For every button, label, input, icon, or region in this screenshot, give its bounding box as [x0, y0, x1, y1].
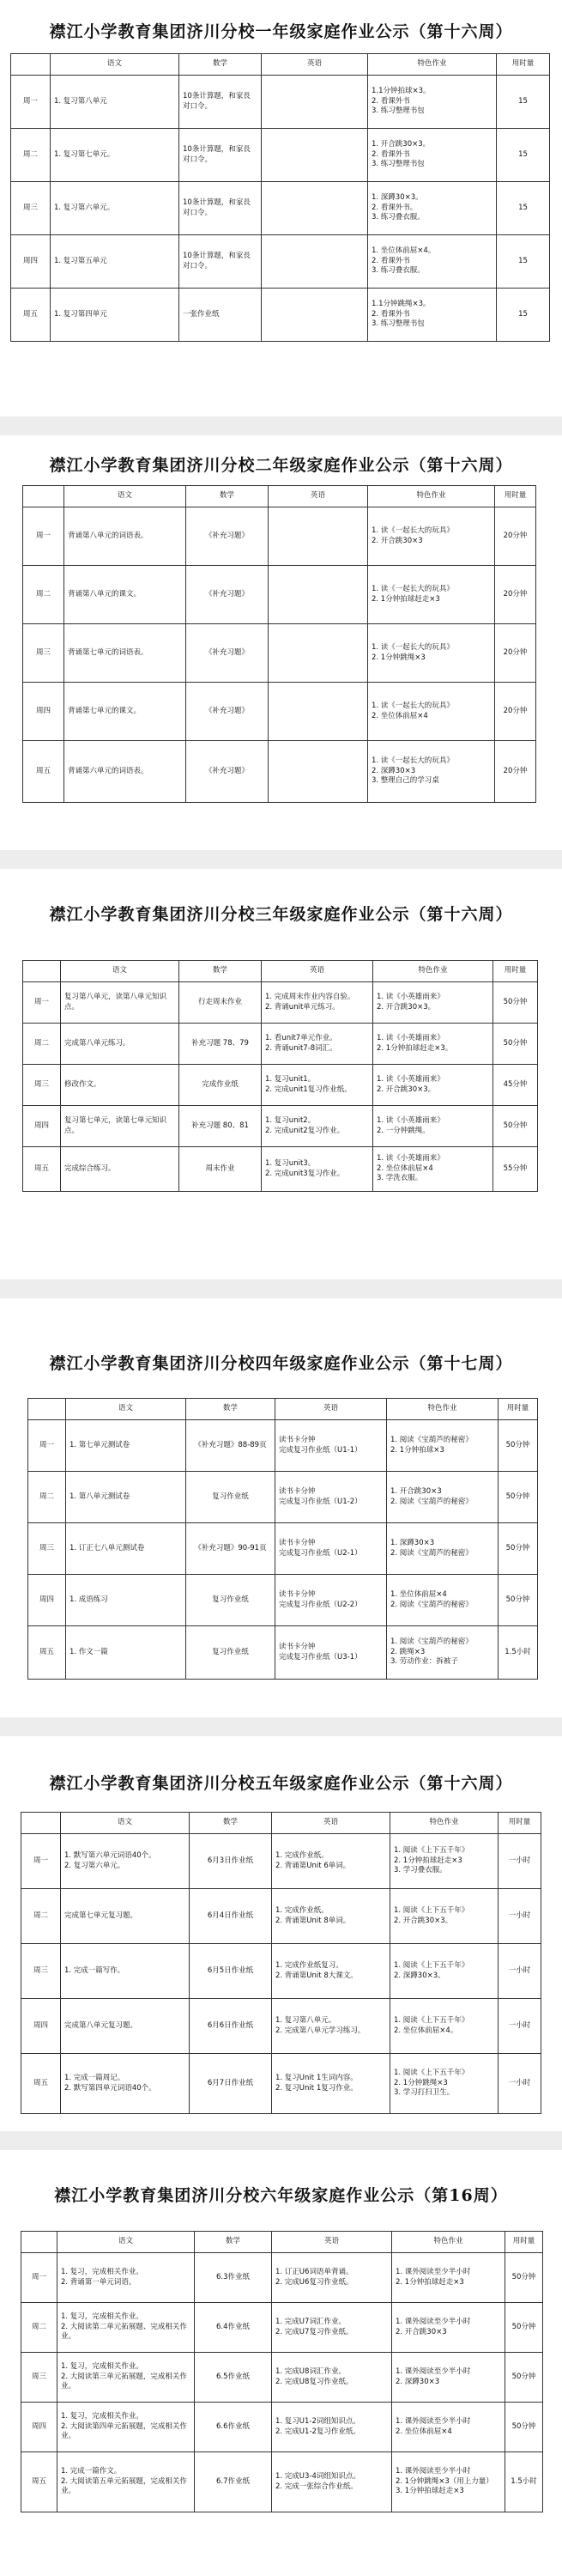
page-title: 襟江小学教育集团济川分校四年级家庭作业公示（第十七周）: [49, 1354, 513, 1373]
chinese-cell: 1. 完成一篇作文。 2. 大阅读第五单元拓展题，完成相关作业。: [61, 2467, 187, 2496]
chinese-cell: 修改作文。: [64, 1079, 101, 1089]
header-cell-english: 英语: [262, 54, 368, 76]
header-cell-math: 数学: [179, 961, 262, 982]
page-title: 襟江小学教育集团济川分校一年级家庭作业公示（第十六周）: [49, 22, 513, 41]
english-cell: 1. 看unit7单元作业。 2. 背诵unit7-8词汇。: [265, 1034, 337, 1053]
table-row: [23, 982, 538, 1024]
header-cell-time: 用时量: [505, 2232, 543, 2253]
header-cell-day: [11, 54, 51, 76]
special-cell: 1.1分钟跳绳×3。 2. 看课外书 3. 练习整理书包: [372, 300, 431, 329]
math-cell: 一张作业纸: [183, 309, 220, 319]
english-cell: 1. 完成作业纸复习。 2. 背诵第Unit 8大课文。: [275, 1961, 358, 1980]
table-row: [23, 1106, 538, 1147]
table-header-row: [21, 1813, 541, 1834]
special-cell: 1. 阅读《上下五千年》 2. 深蹲30×3。: [394, 1961, 469, 1980]
chinese-cell: 1. 完成一篇周记。 2. 默写第四单元词语40个。: [64, 2074, 156, 2093]
special-cell: 1. 课外阅读至少半小时 2. 开合跳30×3: [396, 2318, 471, 2336]
time-cell: 15: [518, 96, 528, 106]
english-cell: 1. 复习unit2。 2. 完成unit2复习作业。: [265, 1116, 345, 1135]
english-cell: 1. 复习Unit 1生词内容。 2. 复习Unit 1复习作业。: [275, 2074, 358, 2093]
time-cell: 20分钟: [503, 647, 528, 657]
time-cell: 50分钟: [503, 1121, 528, 1130]
header-cell-chinese: 语文: [64, 486, 186, 507]
header-cell-math: 数学: [186, 1399, 275, 1420]
homework-table-grade-4: [27, 1398, 538, 1680]
math-cell: 完成作业纸: [202, 1079, 239, 1089]
time-cell: 50分钟: [511, 2421, 536, 2431]
table-row: [11, 129, 550, 182]
header-cell-special: 特色作业: [392, 2232, 505, 2253]
special-cell: 1. 阅读《上下五千年》 2. 坐位体前屈×4。: [394, 2016, 469, 2035]
day-cell: 周四: [21, 1999, 61, 2054]
day-cell: 周一: [21, 1834, 61, 1889]
header-cell-special: 特色作业: [368, 54, 497, 76]
english-cell: 1. 订正U6词语单背诵。 2. 完成U6复习作业纸。: [275, 2268, 354, 2287]
time-cell: 1.5小时: [511, 2476, 537, 2486]
time-cell: 1.5小时: [505, 1647, 531, 1656]
table-row: [21, 2303, 543, 2353]
day-cell: 周五: [23, 1147, 61, 1192]
special-cell: 1. 读《一起长大的玩具》 2. 开合跳30×3: [372, 526, 454, 545]
chinese-cell: 1. 作文一篇: [69, 1647, 108, 1656]
math-cell: 6.3作业纸: [215, 2272, 251, 2281]
homework-table-grade-5: [21, 1812, 541, 2114]
day-cell: 周三: [11, 182, 51, 235]
table-row: [11, 289, 550, 342]
table-row: [28, 1472, 538, 1523]
homework-table-grade-2: [22, 485, 536, 803]
math-cell: 《补充习题》: [204, 766, 249, 775]
math-cell: 10条计算题，和家長对口令。: [183, 145, 251, 164]
chinese-cell: 背诵第七单元的词语表。: [68, 647, 148, 657]
time-cell: 15: [518, 256, 528, 265]
math-cell: 补充习题 80、81: [191, 1121, 249, 1130]
time-cell: 15: [518, 309, 528, 319]
chinese-cell: 1. 复习，完成相关作业。 2. 大阅读第二单元拓展题、完成相关作业。: [61, 2312, 187, 2342]
special-cell: 1. 读《一起长大的玩具》 2. 深蹲30×3 3. 整理自己的学习桌: [372, 756, 454, 786]
math-cell: 6.6作业纸: [215, 2421, 251, 2431]
math-cell: 行走周末作业: [197, 997, 242, 1006]
math-cell: 《补充习题》: [204, 589, 249, 598]
day-cell: 周四: [11, 235, 51, 289]
math-cell: 6.4作业纸: [215, 2322, 251, 2331]
header-cell-english: 英语: [262, 961, 373, 982]
math-cell: 10条计算题，和家長对口令。: [183, 198, 251, 217]
math-cell: 复习作业纸: [212, 1492, 249, 1501]
special-cell: 1. 读《一起长大的玩具》 2. 坐位体前屈×4: [372, 702, 454, 720]
table-row: [23, 566, 536, 624]
table-row: [21, 1944, 541, 1999]
special-cell: 1. 读《小英雄雨来》 2. 1分钟拍球赶走×3。: [377, 1034, 453, 1053]
special-cell: 1. 读《小英雄雨来》 2. 开合跳30×3。: [377, 993, 444, 1012]
day-cell: 周一: [23, 982, 61, 1024]
special-cell: 1. 阅读《宝葫芦的秘密》 2. 1分钟拍球×3: [390, 1436, 473, 1455]
time-cell: 20分钟: [503, 531, 528, 540]
table-row: [23, 1065, 538, 1106]
table-header-row: [23, 961, 538, 982]
english-cell: 1. 完成U8词汇作业。 2. 完成U8复习作业纸。: [275, 2367, 354, 2386]
page-title: 襟江小学教育集团济川分校六年级家庭作业公示（第16周）: [54, 2186, 508, 2205]
chinese-cell: 1. 复习第四单元: [54, 309, 107, 319]
english-cell: 1. 完成U3-4词组知识点。 2. 完成一张综合作业纸。: [275, 2472, 360, 2491]
day-cell: 周五: [21, 2452, 57, 2512]
day-cell: 周四: [23, 1106, 61, 1147]
time-cell: 20分钟: [503, 766, 528, 775]
header-cell-math: 数学: [179, 54, 262, 76]
math-cell: 6月4日作业纸: [207, 1911, 254, 1920]
math-cell: 6月7日作业纸: [207, 2078, 254, 2087]
chinese-cell: 复习第八单元，读第八单元知识点。: [64, 993, 167, 1012]
time-cell: 50分钟: [511, 2372, 536, 2381]
chinese-cell: 完成综合练习。: [64, 1163, 116, 1173]
page-separator: [0, 1279, 562, 1298]
math-cell: 《补充习题》: [204, 647, 249, 657]
header-cell-chinese: 语文: [51, 54, 179, 76]
header-cell-day: [21, 1813, 61, 1834]
table-header-row: [21, 2232, 543, 2253]
page-separator: [0, 850, 562, 869]
chinese-cell: 1. 成语练习: [69, 1595, 108, 1604]
homework-table-grade-3: [22, 960, 538, 1192]
special-cell: 1. 阅读《上下五千年》 2. 1分钟拍球赶走×3 3. 学习叠衣服。: [394, 1846, 469, 1875]
day-cell: 周五: [23, 741, 64, 803]
homework-table-grade-1: [10, 53, 550, 342]
time-cell: 50分钟: [503, 1038, 528, 1048]
english-cell: 读书卡分钟 完成复习作业纸（U2-2）: [279, 1590, 362, 1609]
page-title: 襟江小学教育集团济川分校五年级家庭作业公示（第十六周）: [49, 1774, 513, 1793]
day-cell: 周二: [21, 1889, 61, 1944]
special-cell: 1. 开合跳30×3 2. 阅读《宝葫芦的秘密》: [390, 1487, 473, 1506]
table-row: [23, 1024, 538, 1065]
chinese-cell: 完成第八单元复习题。: [64, 2020, 138, 2030]
header-cell-chinese: 语文: [57, 2232, 195, 2253]
math-cell: 10条计算题，和家長对口令。: [183, 252, 251, 270]
math-cell: 《补充习题》: [204, 706, 249, 715]
chinese-cell: 1. 第七单元测试卷: [69, 1440, 130, 1449]
math-cell: 《补充习题》: [204, 531, 249, 540]
special-cell: 1. 课外阅读至少半小时 2. 1分钟拍球赶走×3: [396, 2268, 471, 2287]
chinese-cell: 1. 复习第八单元: [54, 96, 107, 106]
english-cell: 1. 完成周末作业内容自验。 2. 背诵unit单元练习。: [265, 993, 355, 1012]
chinese-cell: 1. 复习，完成相关作业。 2. 大阅读第四单元拓展题，完成相关作业。: [61, 2412, 187, 2441]
english-cell: 1. 复习unit1。 2. 完成unit1复习作业纸。: [265, 1075, 352, 1094]
english-cell: 1. 完成作业纸。 2. 背诵第Unit 8单词。: [275, 1906, 351, 1925]
english-cell: 1. 完成作业纸。 2. 背诵第Unit 6单词。: [275, 1851, 351, 1870]
day-cell: 周二: [23, 566, 64, 624]
table-row: [23, 741, 536, 803]
header-cell-day: [23, 486, 64, 507]
chinese-cell: 1. 第八单元测试卷: [69, 1492, 130, 1501]
day-cell: 周五: [11, 289, 51, 342]
special-cell: 1. 课外阅读至少半小时 2. 坐位体前屈×4: [396, 2417, 471, 2436]
math-cell: 6月3日作业纸: [207, 1856, 254, 1865]
time-cell: 50分钟: [505, 1543, 530, 1552]
table-row: [11, 76, 550, 129]
chinese-cell: 1. 复习，完成相关作业。 2. 大阅读第三单元拓展题，完成相关作业。: [61, 2362, 187, 2391]
header-cell-chinese: 语文: [61, 1813, 190, 1834]
special-cell: 1. 深蹲30×3。 2. 看课外书。 3. 练习叠衣服。: [372, 193, 425, 222]
math-cell: 6月6日作业纸: [207, 2020, 254, 2030]
day-cell: 周四: [28, 1575, 66, 1626]
english-cell: 1. 复习第八单元。 2. 完成第八单元学习练习。: [275, 2016, 366, 2035]
time-cell: 50分钟: [505, 1492, 530, 1501]
chinese-cell: 背诵第六单元的词语表。: [68, 766, 148, 775]
header-cell-chinese: 语文: [61, 961, 179, 982]
day-cell: 周一: [21, 2253, 57, 2303]
day-cell: 周一: [28, 1420, 66, 1472]
day-cell: 周五: [21, 2054, 61, 2114]
table-row: [21, 2353, 543, 2403]
table-row: [28, 1420, 538, 1472]
special-cell: 1. 开合跳30×3。 2. 看课外书 3. 练习整理书包: [372, 140, 431, 169]
header-cell-time: 用时量: [499, 1813, 541, 1834]
chinese-cell: 背诵第八单元的词语表。: [68, 531, 148, 540]
chinese-cell: 1. 复习，完成相关作业。 2. 背诵第一单元词语。: [61, 2268, 143, 2287]
header-cell-time: 用时量: [493, 961, 538, 982]
chinese-cell: 背诵第七单元的课文。: [68, 706, 142, 715]
table-row: [21, 1889, 541, 1944]
table-row: [21, 2403, 543, 2452]
math-cell: 6月5日作业纸: [207, 1965, 254, 1975]
page-title: 襟江小学教育集团济川分校二年级家庭作业公示（第十六周）: [49, 456, 513, 475]
header-cell-special: 特色作业: [368, 486, 495, 507]
page-title: 襟江小学教育集团济川分校三年级家庭作业公示（第十六周）: [49, 905, 513, 924]
special-cell: 1.1分钟拍球×3。 2. 看课外书 3. 练习整理书包: [372, 87, 431, 116]
time-cell: 45分钟: [503, 1079, 528, 1089]
special-cell: 1. 读《一起长大的玩具》 2. 1分钟跳绳×3: [372, 643, 454, 662]
header-cell-english: 英语: [272, 1813, 390, 1834]
day-cell: 周一: [11, 76, 51, 129]
header-cell-day: [23, 961, 61, 982]
table-header-row: [23, 486, 536, 507]
page-separator: [0, 1717, 562, 1736]
table-row: [23, 683, 536, 741]
math-cell: 6.7作业纸: [215, 2476, 251, 2486]
day-cell: 周二: [28, 1472, 66, 1523]
table-row: [21, 2054, 541, 2114]
time-cell: 50分钟: [505, 1595, 530, 1604]
chinese-cell: 1. 复习第五单元: [54, 256, 107, 265]
chinese-cell: 背诵第八单元的课文。: [68, 589, 142, 598]
header-cell-chinese: 语文: [66, 1399, 186, 1420]
day-cell: 周四: [23, 683, 64, 741]
table-row: [11, 182, 550, 235]
header-cell-math: 数学: [195, 2232, 272, 2253]
table-row: [23, 624, 536, 683]
chinese-cell: 1. 复习第七单元。: [54, 149, 115, 159]
math-cell: 《补充习题》88-89页: [194, 1440, 267, 1449]
chinese-cell: 复习第七单元，读第七单元知识点。: [64, 1116, 167, 1135]
header-cell-special: 特色作业: [390, 1813, 499, 1834]
time-cell: 一小时: [508, 2020, 531, 2030]
page-separator: [0, 416, 562, 435]
time-cell: 20分钟: [503, 589, 528, 598]
header-cell-special: 特色作业: [373, 961, 493, 982]
header-cell-math: 数学: [186, 486, 269, 507]
table-row: [11, 235, 550, 289]
english-cell: 读书卡分钟 完成复习作业纸（U1-2）: [279, 1487, 362, 1506]
english-cell: 1. 复习U1-2词组知识点。 2. 完成U1-2复习作业纸。: [275, 2417, 360, 2436]
special-cell: 1. 坐位体前屈×4。 2. 看课外书 3. 练习叠衣服。: [372, 246, 436, 276]
time-cell: 一小时: [508, 1965, 531, 1975]
header-cell-special: 特色作业: [387, 1399, 499, 1420]
time-cell: 一小时: [508, 2078, 531, 2087]
day-cell: 周二: [21, 2303, 57, 2353]
header-cell-day: [21, 2232, 57, 2253]
time-cell: 15: [518, 149, 528, 159]
math-cell: 复习作业纸: [212, 1647, 249, 1656]
header-cell-math: 数学: [190, 1813, 272, 1834]
table-row: [21, 1834, 541, 1889]
day-cell: 周二: [11, 129, 51, 182]
special-cell: 1. 读《小英雄雨来》 2. 一分钟跳绳。: [377, 1116, 444, 1135]
english-cell: 读书卡分钟 完成复习作业纸（U3-1）: [279, 1643, 362, 1662]
day-cell: 周三: [23, 1065, 61, 1106]
special-cell: 1. 读《一起长大的玩具》 2. 1分钟拍球赶走×3: [372, 585, 454, 604]
special-cell: 1. 深蹲30×3 2. 阅读《宝葫芦的秘密》: [390, 1539, 473, 1558]
time-cell: 50分钟: [503, 997, 528, 1006]
time-cell: 一小时: [508, 1856, 531, 1865]
chinese-cell: 完成第八单元练习。: [64, 1038, 130, 1048]
header-cell-time: 用时量: [499, 1399, 538, 1420]
math-cell: 10条计算题，和家長对口令。: [183, 92, 251, 111]
table-row: [28, 1523, 538, 1575]
chinese-cell: 1. 完成一篇写作。: [64, 1965, 125, 1975]
table-header-row: [28, 1399, 538, 1420]
math-cell: 复习作业纸: [212, 1595, 249, 1604]
special-cell: 1. 课外阅读至少半小时 2. 深蹲30×3: [396, 2367, 471, 2386]
math-cell: 补充习题 78、79: [191, 1038, 249, 1048]
table-row: [21, 2253, 543, 2303]
table-row: [28, 1626, 538, 1680]
page-separator: [0, 2131, 562, 2150]
day-cell: 周一: [23, 507, 64, 566]
header-cell-time: 用时量: [497, 54, 550, 76]
day-cell: 周三: [21, 1944, 61, 1999]
math-cell: 6.5作业纸: [215, 2372, 251, 2381]
math-cell: 周末作业: [205, 1163, 235, 1173]
table-row: [21, 1999, 541, 2054]
table-row: [23, 507, 536, 566]
special-cell: 1. 读《小英雄雨来》 2. 开合跳30×3。: [377, 1075, 444, 1094]
day-cell: 周四: [21, 2403, 57, 2452]
table-row: [21, 2452, 543, 2512]
english-cell: 读书卡分钟 完成复习作业纸（U1-1）: [279, 1436, 362, 1455]
table-row: [28, 1575, 538, 1626]
math-cell: 《补充习题》90-91页: [194, 1543, 267, 1552]
special-cell: 1. 课外阅读至少半小时 2. 1分钟跳绳×3（用上力量） 3. 1分钟拍球赶走×3: [396, 2467, 493, 2496]
english-cell: 1. 复习unit3。 2. 完成unit3复习作业。: [265, 1159, 345, 1178]
special-cell: 1. 阅读《宝葫芦的秘密》 2. 跳绳×3 3. 劳动作业：拆被子: [390, 1637, 473, 1667]
time-cell: 50分钟: [511, 2322, 536, 2331]
special-cell: 1. 坐位体前屈×4 2. 阅读《宝葫芦的秘密》: [390, 1590, 473, 1609]
header-cell-english: 英语: [272, 2232, 392, 2253]
chinese-cell: 完成第七单元复习题。: [64, 1911, 138, 1920]
english-cell: 读书卡分钟 完成复习作业纸（U2-1）: [279, 1539, 362, 1558]
header-cell-time: 用时量: [495, 486, 536, 507]
english-cell: 1. 完成U7词汇作业。 2. 完成U7复习作业纸。: [275, 2318, 354, 2336]
time-cell: 20分钟: [503, 706, 528, 715]
time-cell: 一小时: [508, 1911, 531, 1920]
day-cell: 周二: [23, 1024, 61, 1065]
special-cell: 1. 阅读《上下五千年》 2. 开合跳30×3。: [394, 1906, 469, 1925]
time-cell: 55分钟: [503, 1163, 528, 1173]
homework-table-grade-6: [21, 2231, 543, 2512]
header-cell-day: [28, 1399, 66, 1420]
time-cell: 15: [518, 203, 528, 212]
day-cell: 周三: [28, 1523, 66, 1575]
header-cell-english: 英语: [275, 1399, 387, 1420]
day-cell: 周五: [28, 1626, 66, 1680]
table-row: [23, 1147, 538, 1192]
table-header-row: [11, 54, 550, 76]
day-cell: 周三: [23, 624, 64, 683]
time-cell: 50分钟: [505, 1440, 530, 1449]
time-cell: 50分钟: [511, 2272, 536, 2281]
chinese-cell: 1. 订正七八单元测试卷: [69, 1543, 145, 1552]
day-cell: 周三: [21, 2353, 57, 2403]
special-cell: 1. 读《小英雄雨来》 2. 坐位体前屈×4 3. 学洗衣服。: [377, 1154, 444, 1183]
chinese-cell: 1. 默写第六单元词语40个。 2. 复习第六单元。: [64, 1851, 156, 1870]
chinese-cell: 1. 复习第六单元。: [54, 203, 115, 212]
special-cell: 1. 阅读《上下五千年》 2. 1分钟跳绳×3 3. 学习打扫卫生。: [394, 2069, 469, 2098]
header-cell-english: 英语: [269, 486, 368, 507]
